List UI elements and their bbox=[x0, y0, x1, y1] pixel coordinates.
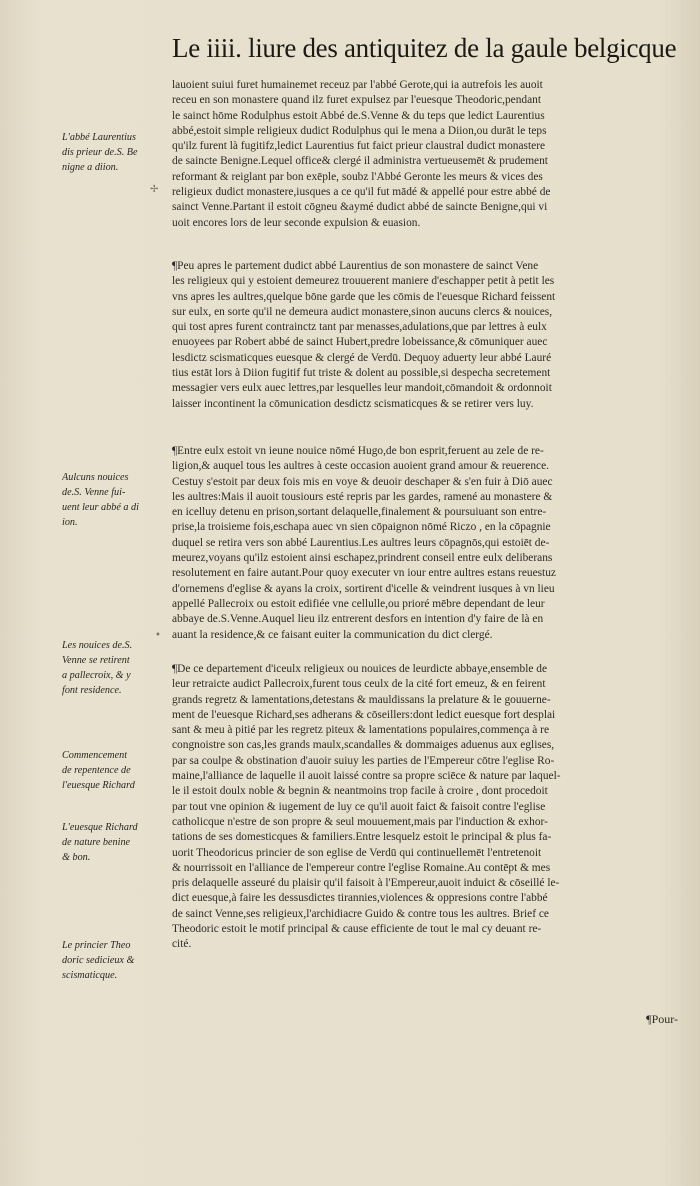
text-line: uent leur abbé a di bbox=[62, 502, 139, 513]
text-line: reformant & reiglant par bon exēple, soubz l'Abbé Geronte les meurs & vices des bbox=[172, 170, 543, 183]
text-line: tius estāt lors à Diion fugitif fut triste & dolent au possible,si despecha secretement bbox=[172, 367, 551, 380]
text-line: doric sedicieux & bbox=[62, 955, 135, 966]
text-line: messagier vers eulx auec lettres,par lesquelles leur mandoit,cōmandoit & ordonnoit bbox=[172, 382, 552, 395]
text-line: cité. bbox=[172, 938, 192, 951]
text-line: dict euesque,à faire les dessusdictes tirannies,violences & oppresions contre l'abbé bbox=[172, 892, 548, 905]
text-line: par sa coulpe & obstination d'auoir suiuy les parties de l'Empereur cōtre l'eglise Ro- bbox=[172, 754, 555, 767]
text-line: par tout vne opinion & iugement de luy ce qu'il auoit faict & faisoit contre l'eglise bbox=[172, 800, 546, 813]
text-line: ment de l'euesque Richard,ses adherans & cōseillers:dont ledict euesque fort desplai bbox=[172, 708, 556, 721]
text-line: ¶Entre eulx estoit vn ieune nouice nōmé Hugo,de bon esprit,feruent au zele de re- bbox=[172, 445, 544, 457]
text-line: de sainct Venne,ses religieux,l'archidiacre Guido & contre tous les aultres. Brief ce bbox=[172, 907, 549, 920]
text-line: L'euesque Richard bbox=[62, 822, 138, 833]
text-line: ligion,& auquel tous les aultres à ceste occasion auoient grand amour & reuerence. bbox=[172, 460, 550, 473]
text-line: duquel se retira vers son abbé Laurentius.Les aultres leurs cōpagnōs,qui estoiēt de- bbox=[172, 536, 550, 549]
text-line: ion. bbox=[62, 517, 78, 528]
text-line: l'euesque Richard bbox=[62, 780, 135, 791]
text-line: lauoient suiui furet humainemet receuz par l'abbé Gerote,qui ia autrefois les auoit bbox=[172, 79, 543, 91]
text-line: ¶De ce departement d'iceulx religieux ou nouices de leurdicte abbaye,ensemble de bbox=[172, 663, 548, 675]
margin-note-richard-nature bbox=[62, 820, 166, 865]
text-line: de nature benine bbox=[62, 837, 131, 848]
text-line: sur eulx, en sorte qu'il ne demeura audict monastere,sinon aucuns clercs & nouices, bbox=[172, 305, 553, 318]
text-line: qui tost apres furent contrainctz tant par menasses,adulations,que par lettres à eulx bbox=[172, 321, 547, 334]
text-line: sainct Venne.Partant il estoit cōgneu &aymé dudict abbé de saincte Benigne,qui vi bbox=[172, 201, 548, 214]
margin-note-pallecroix bbox=[62, 638, 166, 698]
text-line: font residence. bbox=[62, 685, 122, 696]
text-line: congnoistre son cas,les grands maulx,scandalles & dommaiges aduenus aux eglises, bbox=[172, 739, 555, 752]
margin-note-repentence bbox=[62, 748, 166, 793]
text-line: & bon. bbox=[62, 852, 91, 863]
text-line: meurez,voyans qu'ilz estoient ainsi eschapez,prindrent conseil entre eulx deliberans bbox=[172, 552, 553, 565]
text-line: uoit encores lors de leur seconde expulsion & euasion. bbox=[172, 216, 421, 229]
text-line: d'ornemens d'eglise & ayans la croix, sortirent d'icelle & veindrent iusques à vn lieu bbox=[172, 582, 555, 595]
text-line: de.S. Venne fui- bbox=[62, 487, 126, 498]
text-line: uorit Theodoricus princier de son eglise de Verdū qui continuellemēt l'entretenoit bbox=[172, 846, 542, 859]
text-line: tations de ses domesticques & familiers.Entre lesquelz estoit le principal & plus fa- bbox=[172, 831, 552, 844]
text-line: receu en son monastere quand ilz furet expulsez par l'euesque Theodoric,pendant bbox=[172, 94, 542, 107]
text-line: les aultres:Mais il auoit tousiours esté repris par les gardes, ramené au monastere & bbox=[172, 490, 553, 503]
margin-mark: ✢ bbox=[150, 184, 159, 195]
text-line: resolutement en faire autant.Pour quoy executer vn iour entre aultres estans reuestuz bbox=[172, 567, 556, 580]
text-line: nigne a diion. bbox=[62, 162, 119, 173]
text-line: ¶Peu apres le partement dudict abbé Laurentius de son monastere de sainct Vene bbox=[172, 260, 539, 272]
margin-note-princier bbox=[62, 938, 166, 983]
margin-mark: • bbox=[155, 630, 161, 641]
text-line: de saincte Benigne.Lequel office& clergé il administra vertueusemēt & prudement bbox=[172, 155, 548, 168]
margin-note-laurentius bbox=[62, 130, 166, 175]
text-line: qu'ilz furent là fugitifz,ledict Laurentius fut faict prieur claustral dudict monastere bbox=[172, 140, 546, 153]
text-line: Theodoric estoit le motif principal & cause efficiente de tout le mal cy deuant re- bbox=[172, 923, 542, 936]
paragraph-4 bbox=[172, 662, 684, 953]
text-line: laisser incontinent la cōmunication desdictz scismaticques & se retirer vers luy. bbox=[172, 397, 534, 410]
text-line: vns apres les aultres,quelque bōne garde que les cōmis de l'euesque Richard feissent bbox=[172, 290, 556, 303]
text-line: abbé,estoit simple religieux dudict Rodulphus qui le mena a Diion,ou durāt le teps bbox=[172, 124, 547, 137]
paragraph-2 bbox=[172, 259, 684, 412]
text-line: leur retraicte audict Pallecroix,furent tous ceulx de la cité fort emeuz, & en feirent bbox=[172, 678, 546, 691]
running-header: Le iiii. liure des antiquitez de la gaule belgicque bbox=[172, 33, 677, 63]
text-line: grands regretz & lamentations,detestans & mauldissans la prelature & le gouuerne- bbox=[172, 693, 551, 706]
text-line: scismaticque. bbox=[62, 970, 118, 981]
text-line: en icelluy detenu en prison,sortant delaquelle,finalement & poursuiuant son entre- bbox=[172, 506, 547, 519]
text-line: lesdictz scismaticques euesque & clergé de Verdū. Dequoy aduerty leur abbé Lauré bbox=[172, 351, 552, 364]
text-line: enuoyees par Robert abbé de sainct Hubert,predre lobeissance,& cōmuniquer auec bbox=[172, 336, 548, 349]
paragraph-3 bbox=[172, 444, 684, 643]
text-line: pris delaquelle asseuré du plaisir qu'il faisoit à l'Empereur,auoit induict & cōseillé le- bbox=[172, 877, 560, 890]
text-line: Venne se retirent bbox=[62, 655, 130, 666]
text-line: le il estoit doulx noble & begnin & neantmoins trop facile à croire , dont procedoit bbox=[172, 785, 548, 798]
text-line: catholicque n'estre de son propre & seul mouuement,mais par l'induction & exhor- bbox=[172, 815, 548, 828]
text-line: religieux dudict monastere,iusques a ce qu'il fut mādé & appellé pour estre abbé de bbox=[172, 186, 551, 199]
text-line: a pallecroix, & y bbox=[62, 670, 131, 681]
text-line: le sainct hōme Rodulphus estoit Abbé de.S.Venne & du teps que ledict Laurentius bbox=[172, 109, 545, 122]
paragraph-1 bbox=[172, 78, 684, 231]
text-line: les religieux qui y estoient demeurez trouuerent maniere d'eschapper petit à petit les bbox=[172, 275, 555, 288]
text-line: dis prieur de.S. Be bbox=[62, 147, 138, 158]
text-line: & nourrissoit en l'alliance de l'empereur contre l'eglise Romaine.Au contēpt & mes bbox=[172, 861, 551, 874]
text-line: L'abbé Laurentius bbox=[62, 132, 136, 143]
text-line: sant & meu à pitié par les regretz piteux & lamentations populaires,commença à re bbox=[172, 724, 550, 737]
text-line: de repentence de bbox=[62, 765, 131, 776]
text-line: abbaye de.S.Venne.Auquel lieu ilz entrerent desfors en intention d'y faire de là en bbox=[172, 613, 544, 626]
text-line: Le princier Theo bbox=[62, 940, 131, 951]
margin-note-nouices-suivent bbox=[62, 470, 166, 530]
text-line: auant la residence,& ce faisant euiter la communication du dict clergé. bbox=[172, 628, 493, 641]
text-line: maine,l'alliance de laquelle il auoit laissé contre sa propre sciēce & nature par laquel- bbox=[172, 770, 561, 783]
text-line: prise,la troisieme fois,eschapa auec vn sien cōpaignon nōmé Riczo , en la cōpagnie bbox=[172, 521, 551, 534]
text-line: Commencement bbox=[62, 750, 128, 761]
text-line: Cestuy s'estoit par deux fois mis en voye & deuoir deschaper & s'en fuir à Diō auec bbox=[172, 475, 553, 488]
text-line: Les nouices de.S. bbox=[62, 640, 133, 651]
catchword: ¶Pour- bbox=[646, 1012, 678, 1026]
text-line: Aulcuns nouices bbox=[62, 472, 129, 483]
text-line: appellé Pallecroix ou estoit edifiée vne cellulle,ou prioré mēbre dependant de leur bbox=[172, 597, 545, 610]
